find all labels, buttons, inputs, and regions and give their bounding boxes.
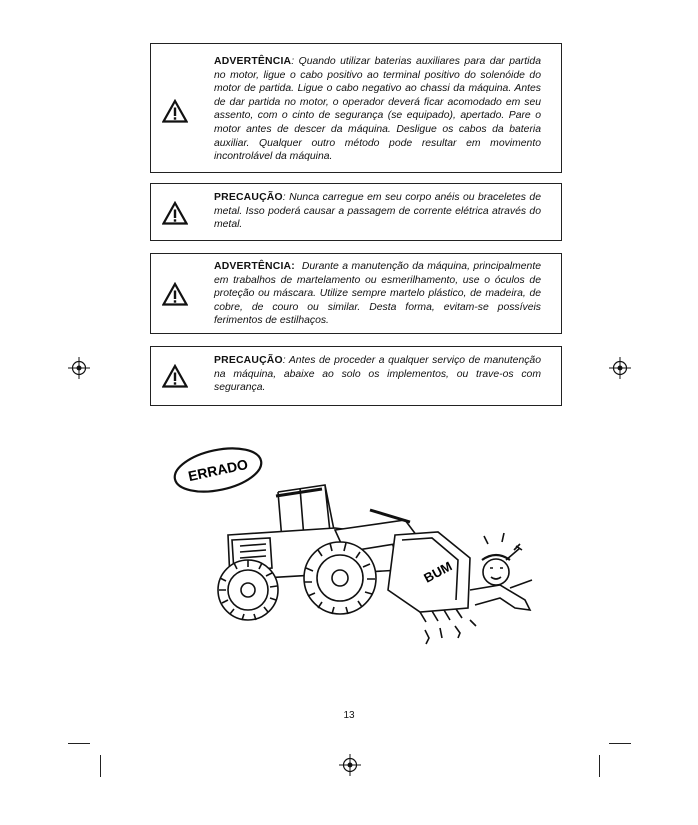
- crop-mark: [599, 755, 600, 777]
- notice-text: [214, 260, 541, 328]
- warning-box-eye-protection: [150, 253, 562, 334]
- notice-label: PRECAUÇÃO: [214, 355, 283, 366]
- notice-text: PRECAUÇÃO: Nunca carregue em seu corpo anéis ou braceletes de metal. Isso poderá causar a passagem de corrente elétrica através do metal.: [214, 192, 541, 231]
- caution-box-jewelry: [150, 183, 562, 241]
- loader-accident-illustration: [170, 440, 550, 650]
- notice-body: Quando utilizar baterias auxiliares para dar partida no motor, ligue o cabo positivo ao terminal positivo do solenóide do motor de partida. Ligue o cabo negativo ao chassi da máquina. Antes de dar partida no motor, o operador deverá ficar acomodado em seu assento, com o cinto de segurança (se equipado), apertado. Pare o motor antes de descer da máquina. Desligue os cabos da bateria auxiliar. Qualquer outro método pode resultar em movimento incontrolável da máquina.: [214, 56, 541, 163]
- warning-triangle-icon: [162, 282, 188, 306]
- page-number: 13: [343, 710, 355, 721]
- registration-mark-icon: [68, 357, 90, 379]
- bum-bucket-text: BUM: [421, 558, 455, 586]
- notice-label: ADVERTÊNCIA: [214, 56, 292, 67]
- notice-body: Nunca carregue em seu corpo anéis ou braceletes de metal. Isso poderá causar a passagem de corrente elétrica através do metal.: [214, 192, 541, 231]
- warning-triangle-icon: [162, 364, 188, 388]
- errado-label: ERRADO: [186, 455, 250, 485]
- notice-body: Antes de proceder a qualquer serviço de manutenção na máquina, abaixe ao solo os implementos, ou trave-os com segurança.: [214, 355, 541, 394]
- wheel-loader-drawing: [218, 485, 532, 644]
- registration-mark-icon: [339, 754, 361, 776]
- warning-triangle-icon: [162, 99, 188, 123]
- notice-text: ADVERTÊNCIA: Quando utilizar baterias auxiliares para dar partida no motor, ligue o cabo positivo ao terminal positivo do solenóide do motor de partida. Ligue o cabo negativo ao chassi da máquina. Antes de dar partida no motor, o operador deverá ficar acomodado em seu assento, com o cinto de segurança (se equipado), apertado. Pare o motor antes de descer da máquina. Desligue os cabos da bateria auxiliar. Qualquer outro método pode resultar em movimento incontrolável da máquina.: [214, 56, 541, 163]
- notice-body: Durante a manutenção da máquina, principalmente em trabalhos de martelamento ou esmerilhamento, use o óculos de proteção ou máscara. Utilize sempre martelo plástico, de madeira, de cobre, de couro ou similar. Desta forma, evitam-se possíveis ferimentos de estilhaços.: [214, 261, 541, 327]
- registration-mark-icon: [609, 357, 631, 379]
- errado-badge: [171, 441, 265, 498]
- notice-label: PRECAUÇÃO: [214, 192, 283, 203]
- notice-text: PRECAUÇÃO: Antes de proceder a qualquer serviço de manutenção na máquina, abaixe ao solo os implementos, ou trave-os com segurança.: [214, 355, 541, 394]
- crop-mark: [100, 755, 101, 777]
- notice-label: ADVERTÊNCIA:: [214, 261, 295, 272]
- warning-box-batteries: [150, 43, 562, 173]
- warning-triangle-icon: [162, 201, 188, 225]
- crop-mark: [609, 743, 631, 744]
- caution-box-implements: [150, 346, 562, 406]
- crop-mark: [68, 743, 90, 744]
